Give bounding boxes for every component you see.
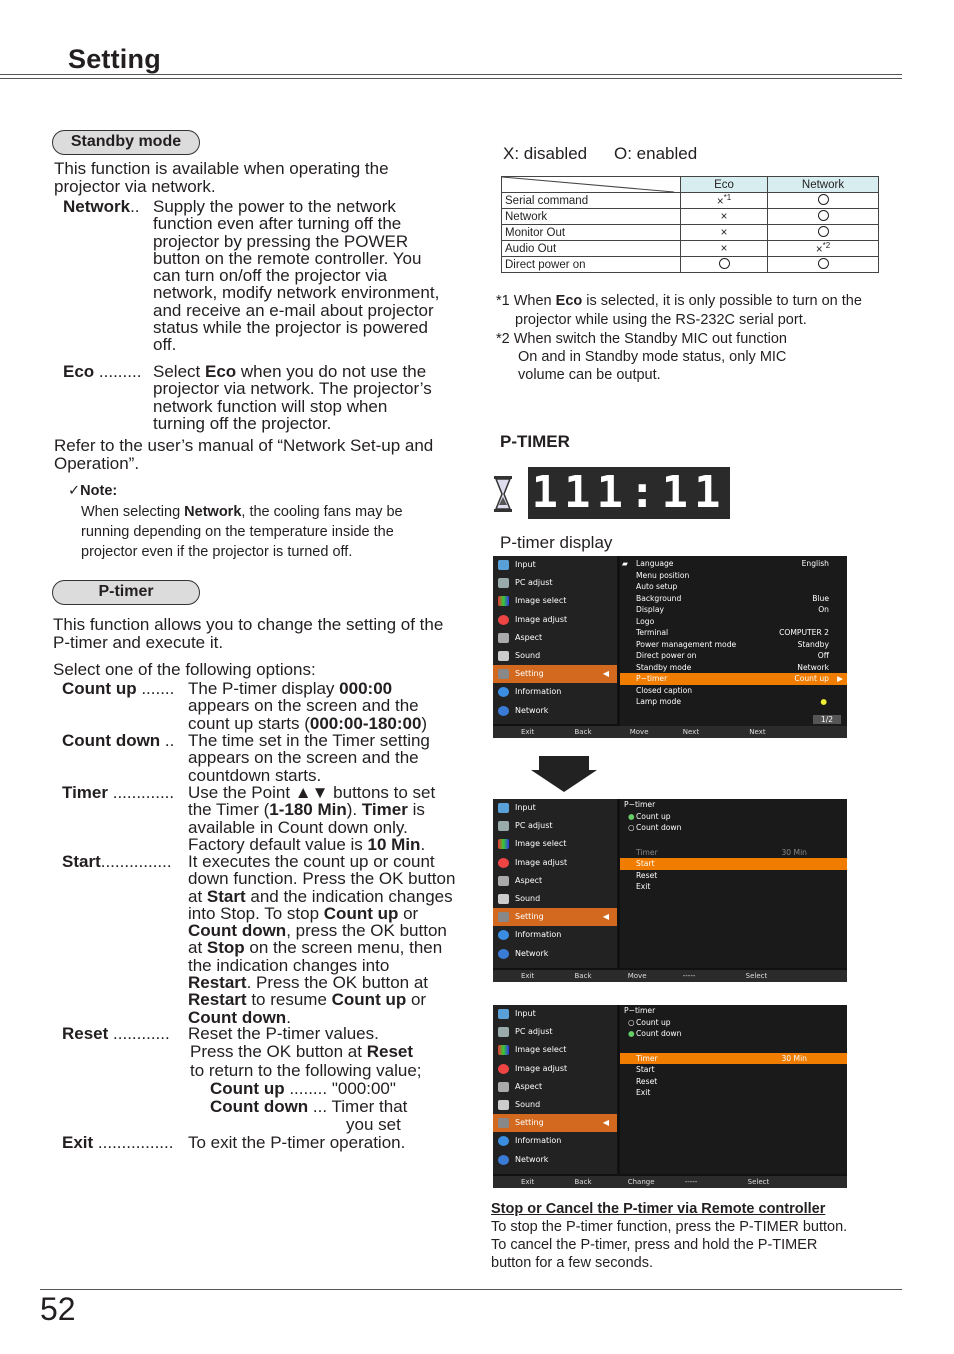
- menu-row-menu-position[interactable]: Menu position: [636, 570, 690, 580]
- countdown-term: Count down ..: [62, 731, 175, 750]
- reset-countdown-value-2: you set: [346, 1115, 401, 1134]
- network-icon: [498, 706, 509, 716]
- image-select-icon: [498, 839, 509, 849]
- table-cell-network: [768, 225, 879, 241]
- cross-icon: ×: [720, 242, 728, 255]
- note-text: When selecting Network, the cooling fans may be running depending on the temperature inside the projector even if the projector is turned off.: [81, 504, 403, 560]
- remote-line-3: button for a few seconds.: [491, 1255, 654, 1271]
- eco-term: Eco .........: [63, 362, 142, 381]
- legend-enabled: O: enabled: [614, 144, 698, 163]
- note-heading: ✓Note:: [68, 483, 118, 499]
- reset-countup-value: Count up ........ "000:00": [210, 1079, 396, 1098]
- radio-selected-icon: ●: [628, 811, 635, 821]
- table-corner-cell: [502, 177, 681, 193]
- check-icon: ✓: [68, 483, 81, 499]
- input-icon: [498, 560, 509, 570]
- cross-icon: ×: [720, 210, 728, 223]
- table-cell-name: Serial command: [502, 193, 681, 209]
- network-icon: [498, 949, 509, 959]
- countdown-description: The time set in the Timer setting appears on the screen and the countdown starts.: [188, 731, 430, 785]
- setting-menu-screenshot: [493, 556, 847, 738]
- table-cell-eco: [681, 241, 768, 257]
- menu-item-network[interactable]: Network: [493, 702, 617, 720]
- image-adjust-icon: [498, 858, 509, 868]
- menu-row-standby-mode[interactable]: Standby mode Network: [636, 662, 829, 672]
- menu-row-lamp-mode[interactable]: Lamp mode ●: [636, 697, 827, 706]
- menu-row-logo[interactable]: Logo: [636, 616, 655, 626]
- menu-row-ptimer[interactable]: P−timer Count up ▶: [620, 673, 847, 685]
- menu-item-information[interactable]: Information: [493, 1132, 617, 1150]
- radio-empty-icon: ○: [628, 1017, 635, 1027]
- cross-icon: ×: [720, 226, 728, 239]
- standby-mode-label: Standby mode: [52, 130, 200, 155]
- table-row: [502, 209, 879, 225]
- table-cell-name: Audio Out: [502, 241, 681, 257]
- menu-item-image-adjust[interactable]: Image adjust: [493, 854, 617, 872]
- image-adjust-icon: [498, 1064, 509, 1074]
- ptimer-display-caption: P-timer display: [500, 533, 613, 552]
- exit-term: Exit ................: [62, 1133, 174, 1152]
- option-count-up[interactable]: ● Count up: [628, 811, 671, 821]
- radio-empty-icon: ○: [628, 823, 635, 832]
- folder-icon: ▰: [622, 559, 628, 568]
- circle-icon: [818, 258, 829, 269]
- menu-row-start[interactable]: Start: [636, 1065, 655, 1074]
- table-cell-name: Direct power on: [502, 257, 681, 273]
- footer-rule: [40, 1289, 902, 1290]
- footnote-2: *2 When switch the Standby MIC out function: [496, 331, 787, 347]
- timer-description: Use the Point ▲▼ buttons to set the Timer (1-180 Min). Timer is available in Count down only. Factory default value is 10 Min.: [188, 783, 436, 854]
- lamp-icon: ●: [820, 697, 827, 706]
- table-cell-eco: [681, 257, 768, 273]
- ptimer-label: P-timer: [52, 580, 200, 605]
- reset-term: Reset ............: [62, 1024, 170, 1043]
- menu-item-setting[interactable]: Setting ◀: [493, 908, 617, 926]
- footnote-2-line3: volume can be output.: [518, 367, 661, 383]
- input-icon: [498, 803, 509, 813]
- header-rule: [0, 74, 902, 75]
- option-count-down[interactable]: ○ Count down: [628, 823, 682, 832]
- table-row: [502, 257, 879, 273]
- table-header-eco: Eco: [681, 177, 768, 193]
- menu-item-pc-adjust[interactable]: PC adjust: [493, 574, 617, 592]
- menu-row-language[interactable]: ▰ Language English: [622, 559, 829, 568]
- network-description: Supply the power to the network function even after turning off the projector by pressing the POWER button on the remote controller. You can turn on/off the projector via network, modify network environment, and receive an e-mail about projector status while the projector is powered off.: [153, 197, 440, 355]
- menu-row-exit[interactable]: Exit: [636, 1088, 651, 1097]
- network-icon: [498, 1155, 509, 1165]
- menu-row-reset[interactable]: Reset: [636, 1076, 658, 1086]
- function-table: [501, 176, 879, 273]
- image-select-icon: [498, 1045, 509, 1055]
- setting-icon: [498, 912, 509, 922]
- eco-description: Select Eco when you do not use the projector via network. The projector’s network function will stop when turning off the projector.: [153, 362, 432, 433]
- arrow-down-icon: [531, 756, 597, 792]
- menu-item-image-adjust[interactable]: Image adjust: [493, 1060, 617, 1078]
- menu-item-aspect[interactable]: Aspect: [493, 1078, 617, 1096]
- arrow-left-icon: ◀: [602, 669, 609, 679]
- option-count-down[interactable]: ● Count down: [628, 1029, 682, 1038]
- menu-item-information[interactable]: Information: [493, 683, 617, 701]
- pc-adjust-icon: [498, 578, 509, 588]
- menu-item-network[interactable]: Network: [493, 1151, 617, 1169]
- menu-item-setting[interactable]: Setting ◀: [493, 1114, 617, 1132]
- menu-item-input[interactable]: Input: [493, 556, 617, 574]
- countup-term: Count up .......: [62, 679, 175, 698]
- menu-item-pc-adjust[interactable]: PC adjust: [493, 1023, 617, 1041]
- sound-icon: [498, 894, 509, 904]
- menu-settings-panel: [620, 556, 847, 726]
- information-icon: [498, 687, 509, 697]
- table-cell-name: Monitor Out: [502, 225, 681, 241]
- aspect-icon: [498, 876, 509, 886]
- table-cell-eco: [681, 225, 768, 241]
- footnote-2-line2: On and in Standby mode status, only MIC: [518, 349, 787, 365]
- countup-description: The P-timer display 000:00 appears on the screen and the count up starts (000:00-180:00): [188, 679, 428, 733]
- menu-item-setting[interactable]: Setting ◀: [493, 665, 617, 683]
- circle-icon: [818, 194, 829, 205]
- exit-description: To exit the P-timer operation.: [188, 1133, 406, 1152]
- circle-icon: [818, 210, 829, 221]
- menu-row-start[interactable]: Start: [620, 858, 847, 870]
- table-cell-network: [768, 257, 879, 273]
- information-icon: [498, 1136, 509, 1146]
- table-cell-eco: ×$^{*1}$: [681, 193, 768, 209]
- menu-item-image-adjust[interactable]: Image adjust: [493, 611, 617, 629]
- ptimer-intro: This function allows you to change the setting of the P-timer and execute it.: [53, 615, 444, 652]
- setting-icon: [498, 1118, 509, 1128]
- menu-row-direct-power-on[interactable]: Direct power on Off: [636, 651, 829, 660]
- menu-item-information[interactable]: Information: [493, 926, 617, 944]
- setting-icon: [498, 669, 509, 679]
- ptimer-panel: [620, 1005, 847, 1174]
- menu-item-network[interactable]: Network: [493, 945, 617, 963]
- menu-item-input[interactable]: Input: [493, 799, 617, 817]
- menu-footer: Exit Back Move Next Next: [493, 726, 847, 738]
- option-count-up[interactable]: ○ Count up: [628, 1017, 671, 1027]
- menu-item-aspect[interactable]: Aspect: [493, 629, 617, 647]
- menu-row-exit[interactable]: Exit: [636, 882, 651, 891]
- menu-item-sound[interactable]: Sound: [493, 890, 617, 908]
- menu-sidebar: [493, 1005, 617, 1174]
- network-term: Network..: [63, 197, 140, 216]
- menu-footer: Exit Back Change ----- Select: [493, 1176, 847, 1188]
- circle-icon: [818, 226, 829, 237]
- table-header-row: [502, 177, 879, 193]
- header-rule-2: [0, 78, 902, 79]
- menu-item-image-select[interactable]: Image select: [493, 835, 617, 853]
- table-row: [502, 225, 879, 241]
- arrow-right-icon: ▶: [837, 674, 843, 683]
- menu-row-reset[interactable]: Reset: [636, 870, 658, 880]
- menu-item-pc-adjust[interactable]: PC adjust: [493, 817, 617, 835]
- reset-description-1: Reset the P-timer values.: [188, 1024, 379, 1043]
- arrow-left-icon: ◀: [602, 912, 609, 922]
- aspect-icon: [498, 1082, 509, 1092]
- reset-countdown-value: Count down ... Timer that: [210, 1097, 408, 1116]
- remote-line-1: To stop the P-timer function, press the P-TIMER button.: [491, 1219, 848, 1235]
- table-header-network: Network: [768, 177, 879, 193]
- menu-row-background[interactable]: Background Blue: [636, 593, 829, 603]
- sound-icon: [498, 1100, 509, 1110]
- reset-description-3: to return to the following value;: [190, 1061, 422, 1080]
- remote-heading: Stop or Cancel the P-timer via Remote controller: [491, 1201, 826, 1217]
- table-cell-name: Network: [502, 209, 681, 225]
- menu-item-sound[interactable]: Sound: [493, 1096, 617, 1114]
- menu-row-power-management[interactable]: Power management mode Standby: [636, 639, 829, 649]
- footnote-1-line2: projector while using the RS-232C serial port.: [515, 312, 807, 328]
- menu-sidebar: [493, 556, 617, 724]
- table-cell-network: [768, 209, 879, 225]
- aspect-icon: [498, 633, 509, 643]
- ptimer-select-text: Select one of the following options:: [53, 660, 316, 679]
- table-cell-eco: [681, 209, 768, 225]
- start-description: It executes the count up or count down function. Press the OK button at Start and the indication changes into Stop. To stop Count up or Count down, press the OK button at Stop on the screen menu, then the indication changes into Restart. Press the OK button at Restart to resume Count up or Count down.: [188, 852, 456, 1027]
- ptimer-heading: P-TIMER: [500, 432, 570, 451]
- menu-item-aspect[interactable]: Aspect: [493, 872, 617, 890]
- input-icon: [498, 1009, 509, 1019]
- information-icon: [498, 930, 509, 940]
- remote-line-2: To cancel the P-timer, press and hold the P-TIMER: [491, 1237, 818, 1253]
- legend-disabled: X: disabled: [503, 144, 588, 163]
- table-cell-network: [768, 193, 879, 209]
- menu-row-terminal[interactable]: Terminal COMPUTER 2: [636, 628, 829, 637]
- table-row: [502, 193, 879, 209]
- sound-icon: [498, 651, 509, 661]
- pc-adjust-icon: [498, 821, 509, 831]
- refer-text: Refer to the user’s manual of “Network Set-up and Operation”.: [54, 436, 434, 473]
- page-indicator: 1/2: [813, 715, 841, 724]
- start-term: Start...............: [62, 852, 172, 871]
- ptimer-panel: [620, 799, 847, 968]
- cross-icon: ×: [815, 243, 823, 256]
- footnote-1: *1 When Eco is selected, it is only possible to turn on the: [496, 293, 862, 309]
- circle-icon: [719, 258, 730, 269]
- ptimer-menu-countdown: [493, 1005, 847, 1188]
- hourglass-icon: [493, 475, 513, 513]
- ptimer-display: 111:11: [528, 467, 730, 519]
- menu-item-image-select[interactable]: Image select: [493, 1041, 617, 1059]
- menu-item-image-select[interactable]: Image select: [493, 592, 617, 610]
- menu-sidebar: [493, 799, 617, 968]
- ptimer-panel-title: P−timer: [624, 800, 656, 809]
- menu-footer: Exit Back Move ----- Select: [493, 970, 847, 982]
- image-adjust-icon: [498, 615, 509, 625]
- menu-row-display[interactable]: Display On: [636, 605, 829, 614]
- arrow-left-icon: ◀: [602, 1118, 609, 1128]
- page-number: 52: [40, 1291, 76, 1327]
- table-cell-network: ×$^{*2}$: [768, 241, 879, 257]
- standby-intro: This function is available when operating the projector via network.: [54, 159, 389, 196]
- cross-icon: ×: [716, 195, 724, 208]
- radio-selected-icon: ●: [628, 1029, 635, 1038]
- menu-item-sound[interactable]: Sound: [493, 647, 617, 665]
- table-row: [502, 241, 879, 257]
- diagonal-line: [502, 177, 674, 192]
- image-select-icon: [498, 596, 509, 606]
- menu-item-input[interactable]: Input: [493, 1005, 617, 1023]
- menu-row-timer[interactable]: Timer 30 Min: [636, 847, 807, 857]
- menu-row-timer[interactable]: Timer 30 Min: [620, 1053, 847, 1065]
- timer-term: Timer .............: [62, 783, 175, 802]
- ptimer-menu-countup: [493, 799, 847, 982]
- menu-row-auto-setup[interactable]: Auto setup: [636, 582, 678, 591]
- reset-description-2: Press the OK button at Reset: [190, 1042, 414, 1061]
- pc-adjust-icon: [498, 1027, 509, 1037]
- ptimer-panel-title: P−timer: [624, 1006, 656, 1015]
- page-title: Setting: [68, 44, 161, 74]
- menu-row-closed-caption[interactable]: Closed caption: [636, 685, 693, 695]
